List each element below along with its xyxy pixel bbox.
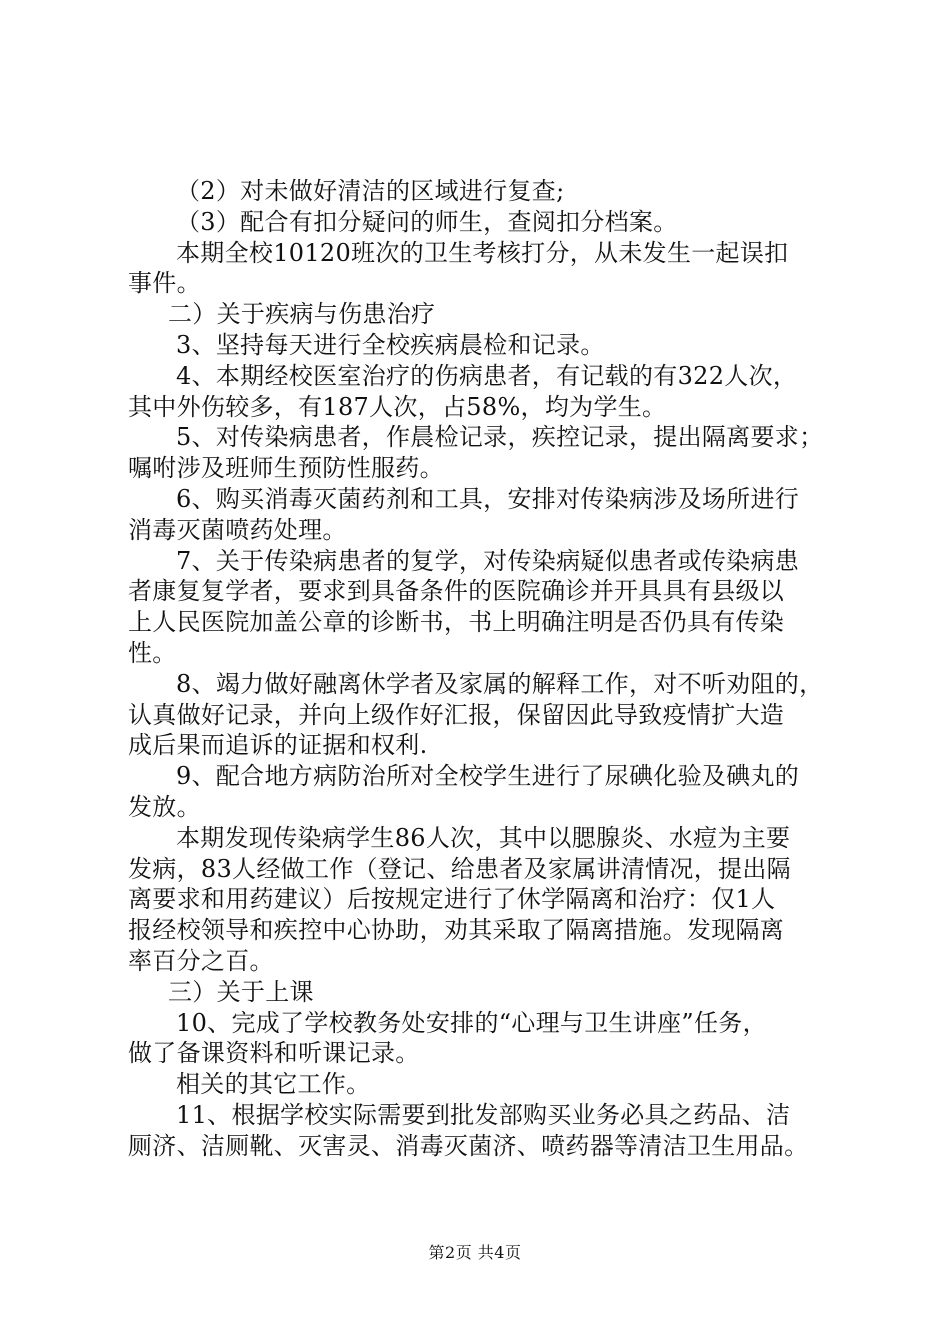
paragraph-line: 嘱咐涉及班师生预防性服药。 <box>128 454 444 483</box>
paragraph-line: 10、完成了学校教务处安排的“心理与卫生讲座”任务， <box>176 1008 767 1037</box>
paragraph-line: 消毒灭菌喷药处理。 <box>128 515 347 544</box>
paragraph-line: 其中外伤较多，有187人次，占58%，均为学生。 <box>128 392 667 421</box>
paragraph-line: 上人民医院加盖公章的诊断书，书上明确注明是否仍具有传染 <box>128 608 785 637</box>
paragraph-line: 率百分之百。 <box>128 946 274 975</box>
paragraph-line: （3）配合有扣分疑问的师生，查阅扣分档案。 <box>176 207 678 236</box>
paragraph-line: 离要求和用药建议）后按规定进行了休学隔离和治疗：仅1人 <box>128 885 776 914</box>
paragraph-line: 9、配合地方病防治所对全校学生进行了尿碘化验及碘丸的 <box>176 762 800 791</box>
paragraph-line: 4、本期经校医室治疗的伤病患者，有记载的有322人次， <box>176 361 798 390</box>
paragraph-line: 本期全校10120班次的卫生考核打分，从未发生一起误扣 <box>176 238 789 267</box>
document-body <box>128 176 840 1162</box>
section-heading: 三）关于上课 <box>168 977 314 1006</box>
paragraph-line: 6、购买消毒灭菌药剂和工具，安排对传染病涉及场所进行 <box>176 484 800 513</box>
paragraph-line: 厕济、洁厕靴、灭害灵、消毒灭菌济、喷药器等清洁卫生用品。 <box>128 1131 809 1160</box>
section-heading: 二）关于疾病与伤患治疗 <box>168 300 436 329</box>
paragraph-line: （2）对未做好清洁的区域进行复查; <box>176 177 565 205</box>
paragraph-line: 发放。 <box>128 792 201 821</box>
paragraph-line: 报经校领导和疾控中心协助，劝其采取了隔离措施。发现隔离 <box>128 916 785 945</box>
paragraph-line: 事件。 <box>128 269 201 298</box>
paragraph-line: 性。 <box>128 638 177 667</box>
paragraph-line: 者康复复学者，要求到具备条件的医院确诊并开具具有县级以 <box>128 577 785 606</box>
paragraph-line: 发病，83人经做工作（登记、给患者及家属讲清情况，提出隔 <box>128 854 791 883</box>
paragraph-line: 认真做好记录，并向上级作好汇报，保留因此导致疫情扩大造 <box>128 700 785 729</box>
paragraph-line: 7、关于传染病患者的复学，对传染病疑似患者或传染病患 <box>176 546 800 575</box>
paragraph-line: 成后果而追诉的证据和权利. <box>128 731 428 760</box>
paragraph-line: 5、对传染病患者，作晨检记录，疾控记录，提出隔离要求； <box>176 423 824 452</box>
paragraph-line: 本期发现传染病学生86人次，其中以腮腺炎、水痘为主要 <box>176 823 791 852</box>
paragraph-line: 相关的其它工作。 <box>176 1070 371 1099</box>
paragraph-line: 3、坚持每天进行全校疾病晨检和记录。 <box>176 330 605 359</box>
paragraph-line: 做了备课资料和听课记录。 <box>128 1039 420 1068</box>
paragraph-line: 11、根据学校实际需要到批发部购买业务必具之药品、洁 <box>176 1100 791 1129</box>
page-number-footer: 第2页 共4页 <box>428 1243 522 1262</box>
paragraph-line: 8、竭力做好融离休学者及家属的解释工作，对不听劝阻的， <box>176 669 824 698</box>
